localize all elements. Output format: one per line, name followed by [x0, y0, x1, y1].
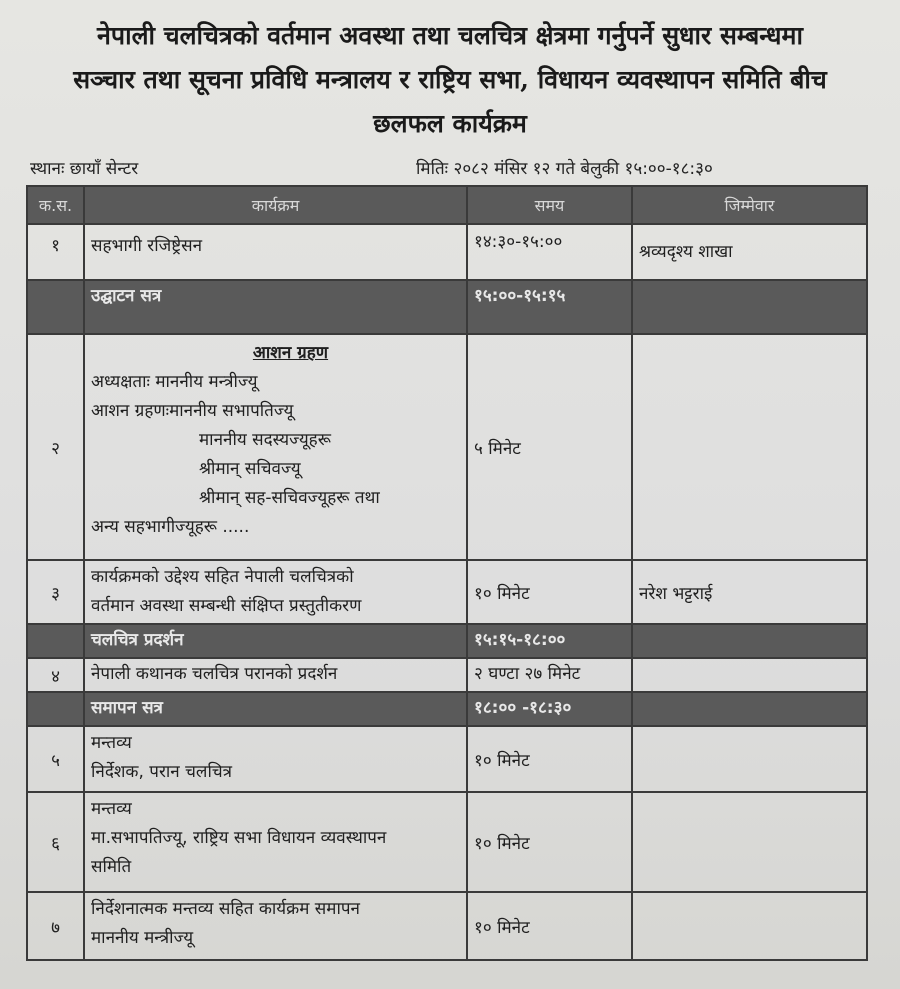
table-row	[27, 726, 867, 792]
row-time: ५ मिनेट	[467, 334, 632, 560]
program-line: वर्तमान अवस्था सम्बन्धी संक्षिप्त प्रस्तुतीकरण	[91, 596, 362, 616]
header-serial: क.स.	[27, 186, 84, 224]
session-row	[27, 280, 867, 334]
row-serial: ७	[27, 892, 84, 960]
program-line: श्रीमान् सह-सचिवज्यूहरू तथा	[199, 488, 380, 508]
row-time: १० मिनेट	[467, 560, 632, 624]
date-text: मितिः २०८२ मंसिर १२ गते बेलुकी १५:००-१८:३०	[416, 159, 713, 179]
session-name: चलचित्र प्रदर्शन	[84, 624, 467, 658]
session-row	[27, 624, 867, 658]
row-serial: ४	[27, 658, 84, 692]
header-responsible: जिम्मेवार	[632, 186, 867, 224]
program-line: माननीय मन्त्रीज्यू	[91, 928, 194, 948]
row-serial: १	[27, 224, 84, 280]
row-program	[84, 726, 467, 792]
program-line: माननीय सदस्यज्यूहरू	[199, 430, 331, 450]
session-time: १८:०० -१८:३०	[467, 692, 632, 726]
row-serial: ५	[27, 726, 84, 792]
title-line-3: छलफल कार्यक्रम	[373, 109, 527, 138]
row-serial: ६	[27, 792, 84, 892]
program-line: अध्यक्षताः माननीय मन्त्रीज्यू	[91, 372, 258, 392]
row-time: २ घण्टा २७ मिनेट	[467, 658, 632, 692]
row-time: १० मिनेट	[467, 792, 632, 892]
row-responsible: नरेश भट्टराई	[632, 560, 867, 624]
table-row	[27, 892, 867, 960]
program-line: मा.सभापतिज्यू, राष्ट्रिय सभा विधायन व्यवस्थापन	[91, 828, 387, 848]
session-name: उद्घाटन सत्र	[84, 280, 467, 334]
program-line: मन्तव्य	[91, 733, 132, 753]
program-line: आशन ग्रहणःमाननीय सभापतिज्यू	[91, 401, 294, 421]
table-row	[27, 560, 867, 624]
session-row	[27, 692, 867, 726]
header-time: समय	[467, 186, 632, 224]
program-line: निर्देशक, परान चलचित्र	[91, 762, 233, 782]
program-line: कार्यक्रमको उद्देश्य सहित नेपाली चलचित्रको	[91, 567, 354, 587]
title-line-1: नेपाली चलचित्रको वर्तमान अवस्था तथा चलचित्र क्षेत्रमा गर्नुपर्ने सुधार सम्बन्धमा	[97, 21, 803, 50]
row-time: १० मिनेट	[467, 892, 632, 960]
title-line-2: सञ्चार तथा सूचना प्रविधि मन्त्रालय र राष्ट्रिय सभा, विधायन व्यवस्थापन समिति बीच	[73, 65, 827, 94]
row-program	[84, 334, 467, 560]
table-row	[27, 792, 867, 892]
row-program	[84, 892, 467, 960]
table-header-row	[27, 186, 867, 224]
row-program: नेपाली कथानक चलचित्र परानको प्रदर्शन	[84, 658, 467, 692]
schedule-table	[26, 185, 868, 961]
table-row	[27, 224, 867, 280]
header-program: कार्यक्रम	[84, 186, 467, 224]
row-responsible: श्रव्यदृश्य शाखा	[632, 224, 867, 280]
table-row	[27, 658, 867, 692]
session-name: समापन सत्र	[84, 692, 467, 726]
session-time: १५:१५-१८:००	[467, 624, 632, 658]
row-serial: २	[27, 334, 84, 560]
session-time: १५:००-१५:१५	[467, 280, 632, 334]
row-program	[84, 560, 467, 624]
program-line: मन्तव्य	[91, 799, 132, 819]
program-line: अन्य सहभागीज्यूहरू .....	[91, 517, 250, 537]
document-title	[0, 14, 900, 146]
program-line: श्रीमान् सचिवज्यू	[199, 459, 301, 479]
venue-text: स्थानः छायाँ सेन्टर	[30, 159, 139, 179]
program-line: समिति	[91, 857, 132, 877]
row-time: १० मिनेट	[467, 726, 632, 792]
seating-heading: आशन ग्रहण	[252, 343, 329, 363]
row-program: सहभागी रजिष्ट्रेसन	[84, 224, 467, 280]
table-row	[27, 334, 867, 560]
row-program	[84, 792, 467, 892]
program-line: निर्देशनात्मक मन्तव्य सहित कार्यक्रम समापन	[91, 899, 360, 919]
row-serial: ३	[27, 560, 84, 624]
row-time: १४:३०-१५:००	[467, 224, 632, 280]
